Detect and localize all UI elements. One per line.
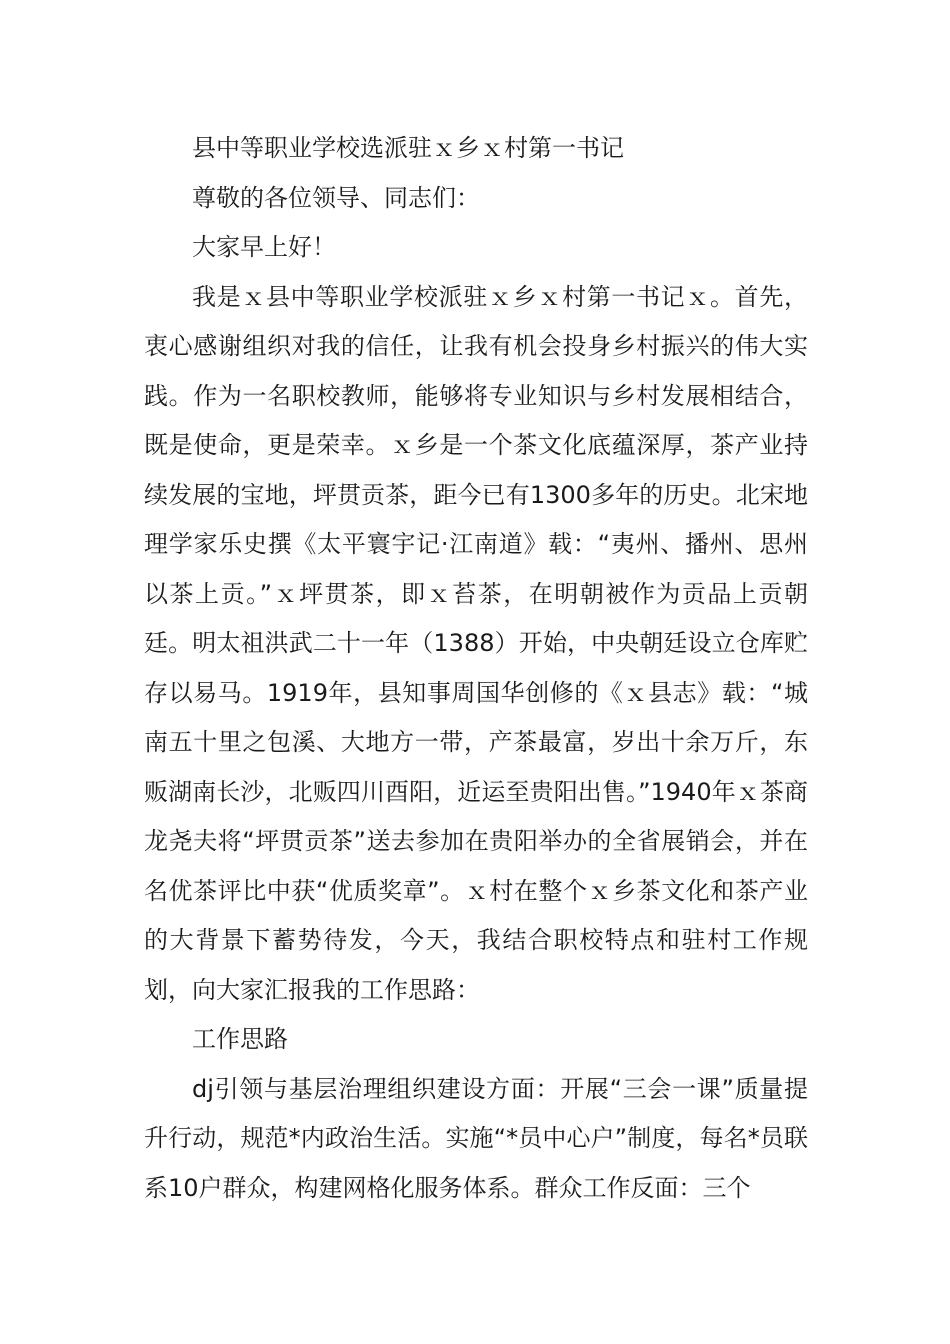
work-plan-paragraph: dj引领与基层治理组织建设方面：开展“三会一课”质量提升行动，规范*内政治生活。实施“*员中心户”制度，每名*员联系10户群众，构建网格化服务体系。群众工作反面：三个	[144, 1074, 808, 1202]
salutation: 尊敬的各位领导、同志们：	[192, 183, 480, 212]
intro-paragraph: 我是ｘ县中等职业学校派驻ｘ乡ｘ村第一书记ｘ。首先，衷心感谢组织对我的信任，让我有机会投身乡村振兴的伟大实践。作为一名职校教师，能够将专业知识与乡村发展相结合，既是使命，更是荣幸。ｘ乡是一个茶文化底蕴深厚，茶产业持续发展的宝地，坪贯贡茶，距今已有1300多年的历史。北宋地理学家乐史撰《太平寰宇记·江南道》载：“夷州、播州、思州以茶上贡。”ｘ坪贯茶，即ｘ苔茶，在明朝被作为贡品上贡朝廷。明太祖洪武二十一年（1388）开始，中央朝廷设立仓库贮存以易马。1919年，县知事周国华创修的《ｘ县志》载：“城南五十里之包溪、大地方一带，产茶最富，岁出十余万斤，东贩湖南长沙，北贩四川酉阳，近运至贵阳出售。”1940年ｘ茶商龙尧夫将“坪贯贡茶”送去参加在贵阳举办的全省展销会，并在名优茶评比中获“优质奖章”。ｘ村在整个ｘ乡茶文化和茶产业的大背景下蓄势待发，今天，我结合职校特点和驻村工作规划，向大家汇报我的工作思路：	[144, 282, 808, 1004]
greeting: 大家早上好！	[192, 233, 336, 261]
section-heading: 工作思路	[192, 1025, 288, 1053]
document-title: 县中等职业学校选派驻ｘ乡ｘ村第一书记	[192, 134, 624, 162]
document-body	[144, 124, 808, 1213]
